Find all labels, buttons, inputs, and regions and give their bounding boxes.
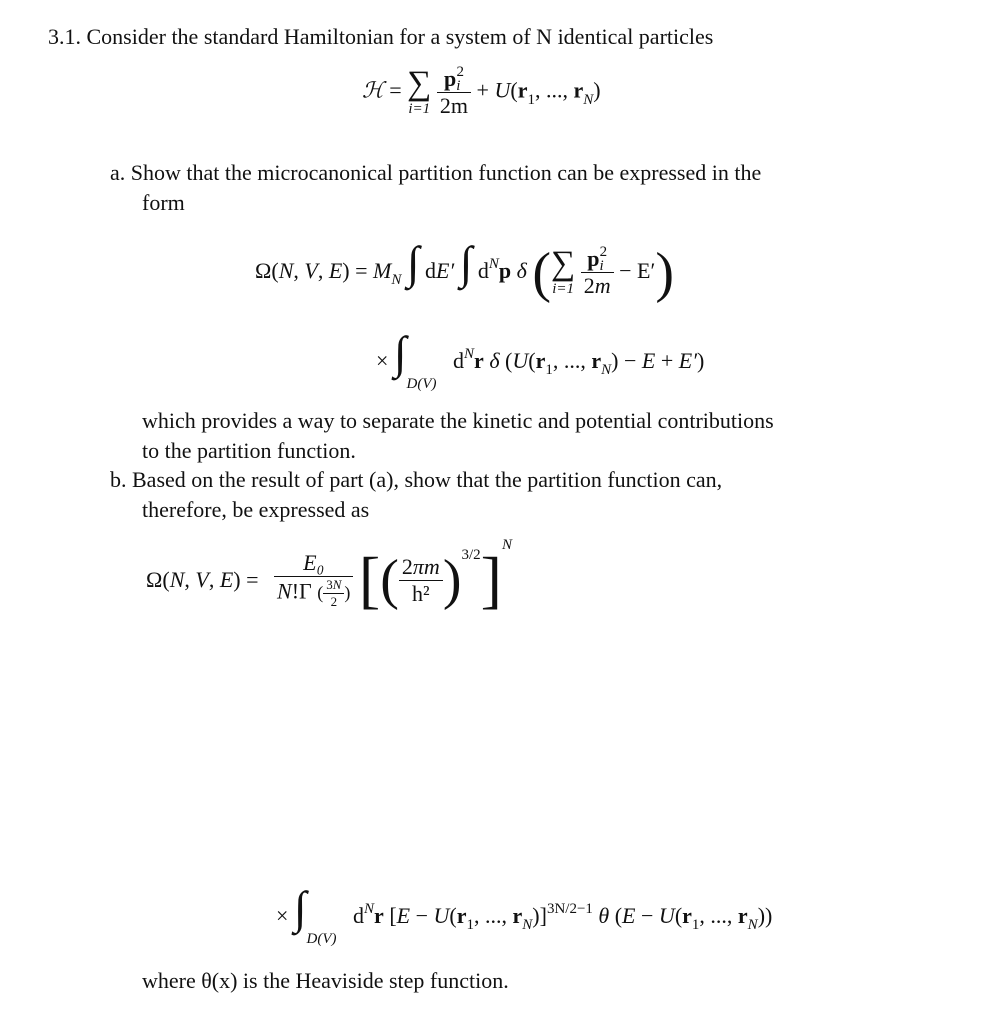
problem-intro [48,24,713,50]
inner-denominator: h² [412,580,430,606]
part-b-line2: therefore, be expressed as [142,497,370,522]
part-a-after-line2: to the partition function. [142,438,356,463]
minus-eprime: − E′ [619,258,656,283]
problem-intro-text: Consider the standard Hamiltonian for a system of N identical particles [86,24,714,49]
times-symbol: × [376,348,389,373]
part-a-after-line1: which provides a way to separate the kinetic and potential contributions [142,408,774,433]
problem-number: 3.1. [48,24,81,49]
part-b-line1: Based on the result of part (a), show that the partition function can, [132,467,723,492]
outer-exponent: N [501,537,512,554]
integrand-exponent: 3N/2−1 [546,901,593,917]
inner-exponent: 3/2 [461,547,481,564]
partition-function-eq-a-line1: Ω(N, V, $E) = M_N$ ∫ dE′ ∫ $d^Np$ δ ( ∑ i=1 $\frac{pi^2}{2m}$ − E′) [255,237,674,304]
integration-domain-b: D(V) [306,931,337,947]
ham-denominator: 2m [439,93,469,118]
integration-domain: D(V) [406,376,437,392]
part-a-line2: form [142,190,185,215]
heaviside-note: where θ(x) is the Heaviside step function. [142,968,509,993]
eq-b-numerator: E₀ [274,550,353,577]
sum-lower-limit: i=1 [408,101,431,117]
part-a-text-1 [110,160,761,186]
part-b-text-1 [110,467,722,493]
hamiltonian-equation: ℋ = ∑ i=1 $\frac{pi^2}{2m}$ + $U(r_1$, ..., $r_N$) [362,64,601,118]
times-symbol-b: × [276,903,289,928]
partition-function-eq-b: Ω(N, V, E) = E₀ N!Γ ( $\frac{3N}{2}$ ) [( $\frac{2\pi m}{\text{h²}}$ )$^{3/2}$]$^N$ [146,537,512,615]
partition-function-eq-a-line2: × $\int_{D(V)}$ $d^Nr$ δ ($U(r_1$, ..., $r_N) - E + E'$) [376,327,705,392]
partition-function-eq-b-line2: × $\int_{D(V)}$ $d^Nr$ [$E - U(r_1$, ..., $r_N)]^{3N/2-1}$ θ ($E - U(r_1$, ..., $r_N$)) [276,882,773,947]
part-b-label: b. [110,467,127,492]
part-a-line1: Show that the microcanonical partition function can be expressed in the [130,160,762,185]
part-a-label: a. [110,160,126,185]
